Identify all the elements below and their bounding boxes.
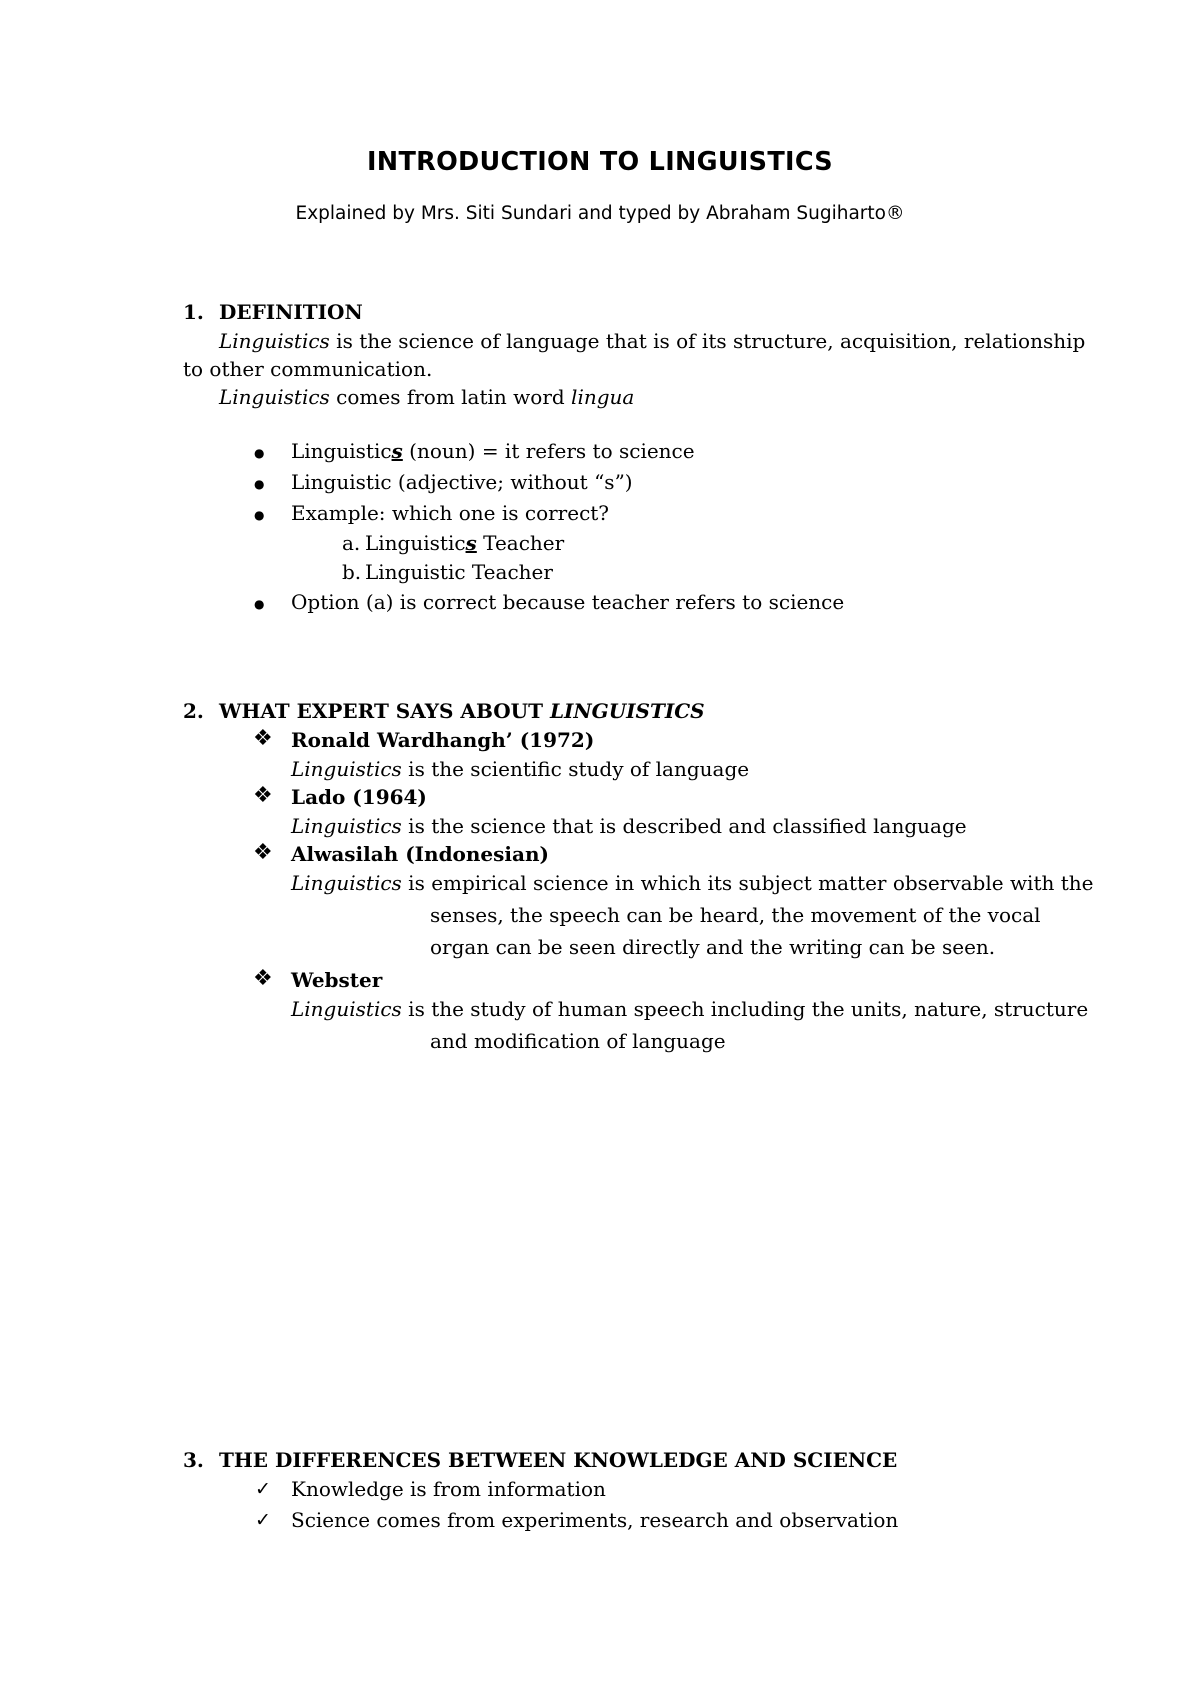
term-linguistics: Linguistics xyxy=(219,385,330,409)
bullet-dot-icon: ● xyxy=(254,446,265,460)
section-2-number: 2. xyxy=(183,699,204,723)
option-a: Linguistics Teacher xyxy=(365,531,565,555)
expert-name: Alwasilah (Indonesian) xyxy=(291,842,549,866)
origin-text: comes from latin word xyxy=(329,385,572,409)
definition-line-2: to other communication. xyxy=(183,357,433,381)
option-b: Linguistic Teacher xyxy=(365,560,553,584)
expert-definition: Linguistics is the scientific study of language xyxy=(291,757,750,781)
bullet-item-4: Option (a) is correct because teacher refers to science xyxy=(291,590,845,614)
diamond-bullet-icon: ❖ xyxy=(253,840,273,865)
option-b-letter: b. xyxy=(342,560,362,584)
diamond-bullet-icon: ❖ xyxy=(253,783,273,808)
bullet-dot-icon: ● xyxy=(254,477,265,491)
page-subtitle: Explained by Mrs. Siti Sundari and typed by Abraham Sugiharto® xyxy=(295,203,905,224)
expert-name: Ronald Wardhangh’ (1972) xyxy=(291,728,595,752)
section-3-number: 3. xyxy=(183,1448,204,1472)
option-a-letter: a. xyxy=(342,531,361,555)
expert-name: Webster xyxy=(291,968,383,992)
expert-definition-cont: and modification of language xyxy=(430,1029,726,1053)
diamond-bullet-icon: ❖ xyxy=(253,726,273,751)
bullet-item-2: Linguistic (adjective; without “s”) xyxy=(291,470,633,494)
expert-definition: Linguistics is empirical science in which its subject matter observable with the xyxy=(291,871,1094,895)
term-lingua: lingua xyxy=(571,385,635,409)
section-3-heading: THE DIFFERENCES BETWEEN KNOWLEDGE AND SCIENCE xyxy=(219,1448,898,1472)
check-item-1: Knowledge is from information xyxy=(291,1477,606,1501)
expert-definition-cont: senses, the speech can be heard, the movement of the vocal xyxy=(430,903,1041,927)
section-1-heading: DEFINITION xyxy=(219,300,363,324)
term-linguistics: LINGUISTICS xyxy=(549,699,705,723)
section-1-number: 1. xyxy=(183,300,204,324)
emphasis-s: s xyxy=(465,531,477,555)
checkmark-icon: ✓ xyxy=(255,1478,271,1500)
emphasis-s: s xyxy=(391,439,403,463)
bullet-item-1: Linguistics (noun) = it refers to science xyxy=(291,439,695,463)
expert-definition: Linguistics is the science that is described and classified language xyxy=(291,814,967,838)
section-2-heading: WHAT EXPERT SAYS ABOUT LINGUISTICS xyxy=(219,699,705,723)
expert-definition: Linguistics is the study of human speech including the units, nature, structure xyxy=(291,997,1089,1021)
checkmark-icon: ✓ xyxy=(255,1509,271,1531)
expert-name: Lado (1964) xyxy=(291,785,427,809)
definition-line-1 xyxy=(219,327,1085,356)
page-title: INTRODUCTION TO LINGUISTICS xyxy=(367,147,833,177)
origin-line xyxy=(219,383,634,412)
definition-text: is the science of language that is of its structure, acquisition, relationship xyxy=(329,329,1086,353)
bullet-dot-icon: ● xyxy=(254,597,265,611)
diamond-bullet-icon: ❖ xyxy=(253,966,273,991)
bullet-item-3: Example: which one is correct? xyxy=(291,501,610,525)
expert-definition-cont: organ can be seen directly and the writing can be seen. xyxy=(430,935,996,959)
term-linguistics: Linguistics xyxy=(219,329,330,353)
bullet-dot-icon: ● xyxy=(254,508,265,522)
check-item-2: Science comes from experiments, research and observation xyxy=(291,1508,899,1532)
